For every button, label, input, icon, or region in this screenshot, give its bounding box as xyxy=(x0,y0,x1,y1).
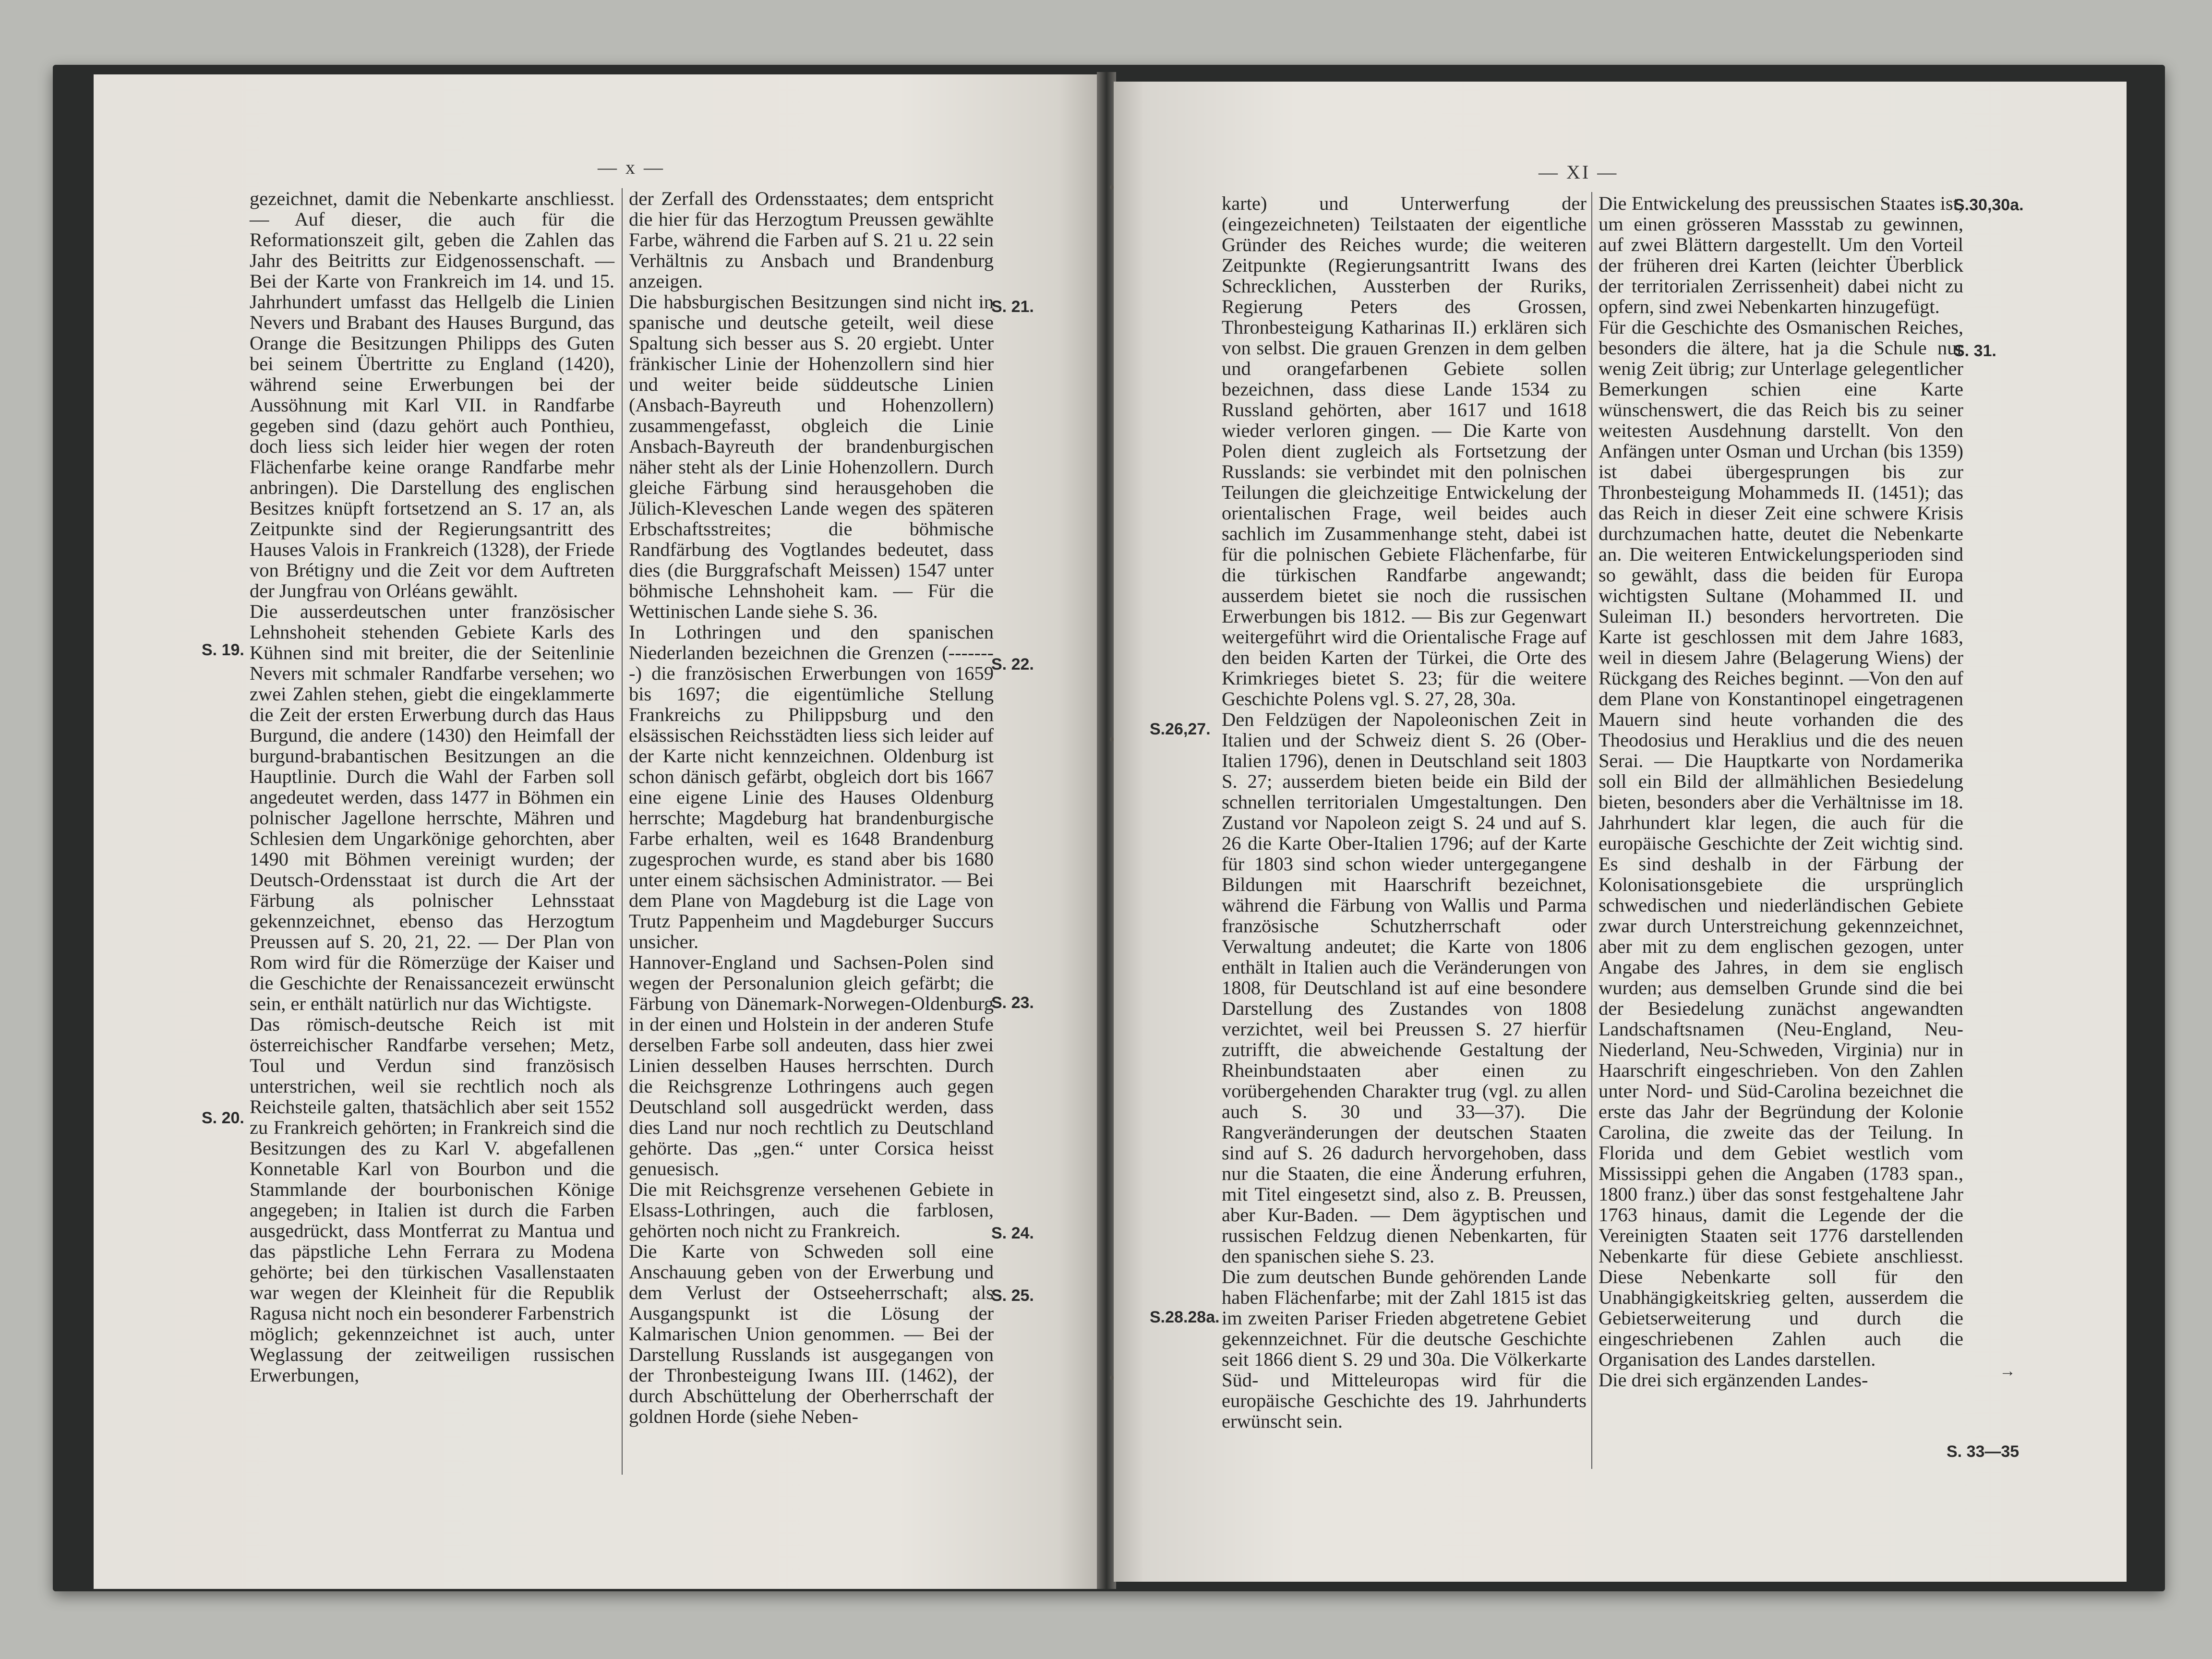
text-column-2: der Zerfall des Ordensstaates; dem entspricht die hier für das Herzogtum Preussen gewählte Farbe, während die Farben auf S. 21 u. 22 sein Verhältnis zu Ansbach und Brandenburg anzeigen. Die habsburgischen Besitzungen sind nicht in spanische und deutsche geteilt, weil diese Spaltung sich besser aus S. 20 ergiebt. Unter fränkischer Linie der Hohenzollern sind hier und weiter beide süddeutsche Linien (Ansbach-Bayreuth und Hohenzollern) zusammengefasst, obgleich die Linie Ansbach-Bayreuth der brandenburgischen näher steht als der Linie Hohenzollern. Durch gleiche Färbung sind herausgehoben die Jülich-Kleveschen Lande wegen des späteren Erbschaftsstreites; die böhmische Randfärbung des Vogtlandes bedeutet, dass dies (die Burggrafschaft Meissen) 1547 unter böhmische Lehnshoheit kam. — Für die Wettinischen Lande siehe S. 36. In Lothringen und den spanischen Niederlanden bezeichnen die Grenzen (--------) die französischen Erwerbungen von 1659 bis 1697; die eigentümliche Stellung Frankreichs zu Philippsburg und den elsässischen Reichsstädten liess sich leider auf der Karte nicht kennzeichnen. Oldenburg ist schon dänisch gefärbt, obgleich dort bis 1667 eine eigene Linie des Hauses Oldenburg herrschte; Magdeburg hat brandenburgische Farbe erhalten, weil es 1648 Brandenburg zugesprochen wurde, es stand aber bis 1680 unter einem sächsischen Administrator. — Bei dem Plane von Magdeburg ist die Lage von Trutz Pappenheim und Magdeburger Succurs unsicher. Hannover-England und Sachsen-Polen sind wegen der Personalunion gleich gefärbt; die Färbung von Dänemark-Norwegen-Oldenburg in der einen und Holstein in der anderen Stufe derselben Farbe soll andeuten, dass hier zwei Linien desselben Hauses herrschten. Durch die Reichsgrenze Lothringens auch gegen Deutschland soll ausgedrückt werden, dass dies Land nur noch rechtlich zu Deutschland gehörte. Das „gen.“ unter Corsica heisst genuesisch. Die mit Reichsgrenze versehenen Gebiete in Elsass-Lothringen, auch die farblosen, gehörten noch nicht zu Frankreich. Die Karte von Schweden soll eine Anschauung geben von der Erwerbung und dem Verlust der Ostseeherrschaft; als Ausgangspunkt ist die Lösung der Kalmarischen Union genommen. — Bei der Darstellung Russlands ist ausgegangen von der Thronbesteigung Iwans III. (1462), der durch Abschüttelung der Oberherrschaft der goldnen Horde (siehe Neben- xyxy=(629,188,994,1427)
binding-hole xyxy=(1110,737,1114,742)
pencil-mark-icon: → xyxy=(1999,1362,2016,1380)
margin-ref-s28-28a: S.28.28a. xyxy=(1150,1308,1220,1326)
column-rule-right xyxy=(1591,192,1592,1469)
text-column-3: karte) und Unterwerfung der (eingezeichneten) Teilstaaten der eigentliche Gründer des Reiches wurde; die weiteren Zeitpunkte (Regierungsantritt Iwans des Schrecklichen, Aussterben der Ruriks, Regierung Peters des Grossen, Thronbesteigung Katharinas II.) erklären sich von selbst. Die grauen Grenzen in dem gelben und orangefarbenen Gebiete sollen bezeichnen, dass diese Lande 1534 zu Russland gehörten, aber 1617 und 1618 wieder verloren gingen. — Die Karte von Polen dient zugleich als Fortsetzung der Russlands: sie verbindet mit den polnischen Teilungen die gleichzeitige Entwickelung der orientalischen Frage, weil beides auch sachlich im Zusammenhange steht, dabei ist für die polnischen Gebiete Flächenfarbe, für die türkischen Randfarbe angewandt; ausserdem bietet sie noch die russischen Erwerbungen bis 1812. — Bis zur Gegenwart weitergeführt wird die Orientalische Frage auf den beiden Karten der Türkei, die Orte des Krimkrieges bietet S. 23; für die weitere Geschichte Polens vgl. S. 27, 28, 30a. Den Feldzügen der Napoleonischen Zeit in Italien und der Schweiz dient S. 26 (Ober-Italien 1796), denen in Deutschland seit 1803 S. 27; ausserdem bieten beide ein Bild der schnellen territorialen Umgestaltungen. Den Zustand vor Napoleon zeigt S. 24 und auf S. 26 die Karte Ober-Italien 1796; auf der Karte für 1803 sind schon wieder untergegangene Bildungen mit Haarschrift bezeichnet, während die Färbung von Wallis und Parma französische Schutzherrschaft oder Verwaltung andeutet; die Karte von 1806 enthält in Italien auch die Veränderungen von 1808, für Deutschland ist auf eine besondere Darstellung des Zustandes von 1808 verzichtet, weil bei Preussen S. 27 hierfür zutrifft, die abweichende Gestaltung der Rheinbundstaaten aber einen zu vorübergehenden Charakter trug (vgl. zu allen auch S. 30 und 33—37). Die Rangveränderungen der deutschen Staaten sind auf S. 26 dadurch hervorgehoben, dass nur die Staaten, die eine Änderung erfuhren, mit Titel eingesetzt sind, also z. B. Preussen, aber Kur-Baden. — Dem ägyptischen und russischen Feldzug dienen Nebenkarten, für den spanischen siehe S. 23. Die zum deutschen Bunde gehörenden Lande haben Flächenfarbe; mit der Zahl 1815 ist das im zweiten Pariser Frieden abgetretene Gebiet gekennzeichnet. Für die deutsche Geschichte seit 1866 dient S. 29 und 30a. Die Völkerkarte Süd- und Mitteleuropas wird für die europäische Geschichte des 19. Jahrhunderts erwünscht sein. xyxy=(1222,192,1587,1432)
binding-hole xyxy=(1110,185,1114,190)
binding-hole xyxy=(1110,1375,1114,1380)
margin-ref-s19: S. 19. xyxy=(202,641,244,659)
column-rule-left xyxy=(622,188,623,1475)
text-column-4: Die Entwickelung des preussischen Staates ist, um einen grösseren Massstab zu gewinnen, auf zwei Blättern dargestellt. Um den Vorteil der früheren drei Karten (leichter Überblick der territorialen Zerrissenheit) dabei nicht zu opfern, sind zwei Nebenkarten hinzugefügt. Für die Geschichte des Osmanischen Reiches, besonders die ältere, hat ja die Schule nur wenig Zeit übrig; zur Unterlage gelegentlicher Bemerkungen schien eine Karte wünschenswert, die das Reich bis zu seiner weitesten Ausdehnung darstellt. Von den Anfängen unter Osman und Urchan (bis 1359) ist dabei übergesprungen bis zur Thronbesteigung Mohammeds II. (1451); das das Reich in dieser Zeit eine schwere Krisis durchzumachen hatte, deutet die Nebenkarte an. Die weiteren Entwickelungsperioden sind so gewählt, dass die beiden für Europa wichtigsten Sultane (Mohammed II. und Suleiman II.) besonders hervortreten. Die Karte ist geschlossen mit dem Jahre 1683, weil in diesem Jahre (Belagerung Wiens) der Rückgang des Reiches beginnt. —Von den auf dem Plane von Konstantinopel eingetragenen Mauern sind heute vorhanden die des Theodosius und Heraklius und die des neuen Serai. — Die Hauptkarte von Nordamerika soll ein Bild der allmählichen Besiedelung bieten, besonders aber die Verhältnisse im 18. Jahrhundert klar legen, die auch für die europäische Geschichte der Zeit wichtig sind. Es sind deshalb in der Färbung der Kolonisationsgebiete die ursprünglich schwedischen und niederländischen Gebiete zwar durch Unterstreichung gekennzeichnet, aber mit zu dem englischen gezogen, unter Angabe des Jahres, in dem sie englisch wurden; aus demselben Grunde sind die bei der Besiedelung zunächst angewandten Landschaftsnamen (Neu-England, Neu-Niederland, Neu-Schweden, Virginia) nur in Haarschrift eingeschrieben. Von den Zahlen unter Nord- und Süd-Carolina bezeichnet die erste das Jahr der Begründung der Kolonie Carolina, die zweite das der Teilung. In Florida und dem Gebiet westlich vom Mississippi gehen die Angaben (1783 span., 1800 franz.) über das sonst festgehaltene Jahr 1763 hinaus, damit die Legende der die Vereinigten Staaten seit 1776 darstellenden Nebenkarte für diese Gebiete anschliesst. Diese Nebenkarte soll für den Unabhängigkeitskrieg gelten, ausserdem die Gebietserweiterung und durch die eingeschriebenen Zahlen auch die Organisation des Landes darstellen. Die drei sich ergänzenden Landes- xyxy=(1599,192,1963,1391)
margin-ref-s20: S. 20. xyxy=(202,1109,244,1127)
margin-ref-s30-30a: S.30,30a. xyxy=(1954,196,2024,214)
page-number-right: — XI — xyxy=(1539,161,1619,183)
book-gutter xyxy=(1097,72,1116,1589)
margin-ref-s24: S. 24. xyxy=(991,1224,1034,1242)
margin-ref-s31: S. 31. xyxy=(1954,342,1996,360)
page-number-left: — x — xyxy=(598,156,665,178)
margin-ref-s22: S. 22. xyxy=(991,655,1034,673)
margin-ref-s21: S. 21. xyxy=(991,298,1034,316)
margin-ref-s25: S. 25. xyxy=(991,1286,1034,1305)
text-column-1: gezeichnet, damit die Nebenkarte anschliesst. — Auf dieser, die auch für die Reformationszeit gilt, geben die Zahlen das Jahr des Beitritts zur Eidgenossenschaft. — Bei der Karte von Frankreich im 14. und 15. Jahrhundert umfasst das Hellgelb die Linien Nevers und Brabant des Hauses Burgund, das Orange die Besitzungen Philipps des Guten bei seinem Übertritte zu England (1420), während seine Erwerbungen bei der Aussöhnung mit Karl VII. in Randfarbe gegeben sind (dazu gehört auch Ponthieu, doch liess sich leider hier wegen der roten Flächenfarbe keine orange Randfarbe mehr anbringen). Die Darstellung des englischen Besitzes knüpft fortsetzend an S. 17 an, als Zeitpunkte sind der Regierungsantritt des Hauses Valois in Frankreich (1328), der Friede von Brétigny und die Zeit vor dem Auftreten der Jungfrau von Orléans gewählt. Die ausserdeutschen unter französischer Lehnshoheit stehenden Gebiete Karls des Kühnen sind mit breiter, die der Seitenlinie Nevers mit schmaler Randfarbe versehen; wo zwei Zahlen stehen, giebt die eingeklammerte die Zeit der ersten Erwerbung durch das Haus Burgund, die andere (1430) den Heimfall der burgund-brabantischen Besitzungen an die Hauptlinie. Durch die Wahl der Farben soll angedeutet werden, dass 1477 in Böhmen ein polnischer Jagellone herrschte, Mähren und Schlesien dem Ungarkönige gehorchten, aber 1490 mit Böhmen vereinigt wurden; der Deutsch-Ordensstaat ist durch die Art der Färbung als polnischer Lehnsstaat gekennzeichnet, ebenso das Herzogtum Preussen auf S. 20, 21, 22. — Der Plan von Rom wird für die Römerzüge der Kaiser und die Geschichte der Renaissancezeit erwünscht sein, er enthält natürlich nur das Wichtigste. Das römisch-deutsche Reich ist mit österreichischer Randfarbe versehen; Metz, Toul und Verdun sind französisch unterstrichen, weil sie rechtlich noch als Reichsteile galten, thatsächlich aber seit 1552 zu Frankreich gehörten; in Frankreich sind die Besitzungen des zu Karl V. abgefallenen Konnetable Karl von Bourbon und die Stammlande der bourbonischen Könige angegeben; in Italien ist durch die Farben ausgedrückt, dass Montferrat zu Mantua und das päpstliche Lehn Ferrara zu Modena gehörte; bei den türkischen Vasallenstaaten war wegen der Kleinheit für die Republik Ragusa nicht noch ein besonderer Farbenstrich möglich; gekennzeichnet ist auch, unter Weglassung der zeitweiligen russischen Erwerbungen, xyxy=(250,188,614,1386)
margin-ref-s23: S. 23. xyxy=(991,994,1034,1012)
margin-ref-s33-35: S. 33—35 xyxy=(1947,1443,2020,1461)
margin-ref-s26-27: S.26,27. xyxy=(1150,720,1211,738)
